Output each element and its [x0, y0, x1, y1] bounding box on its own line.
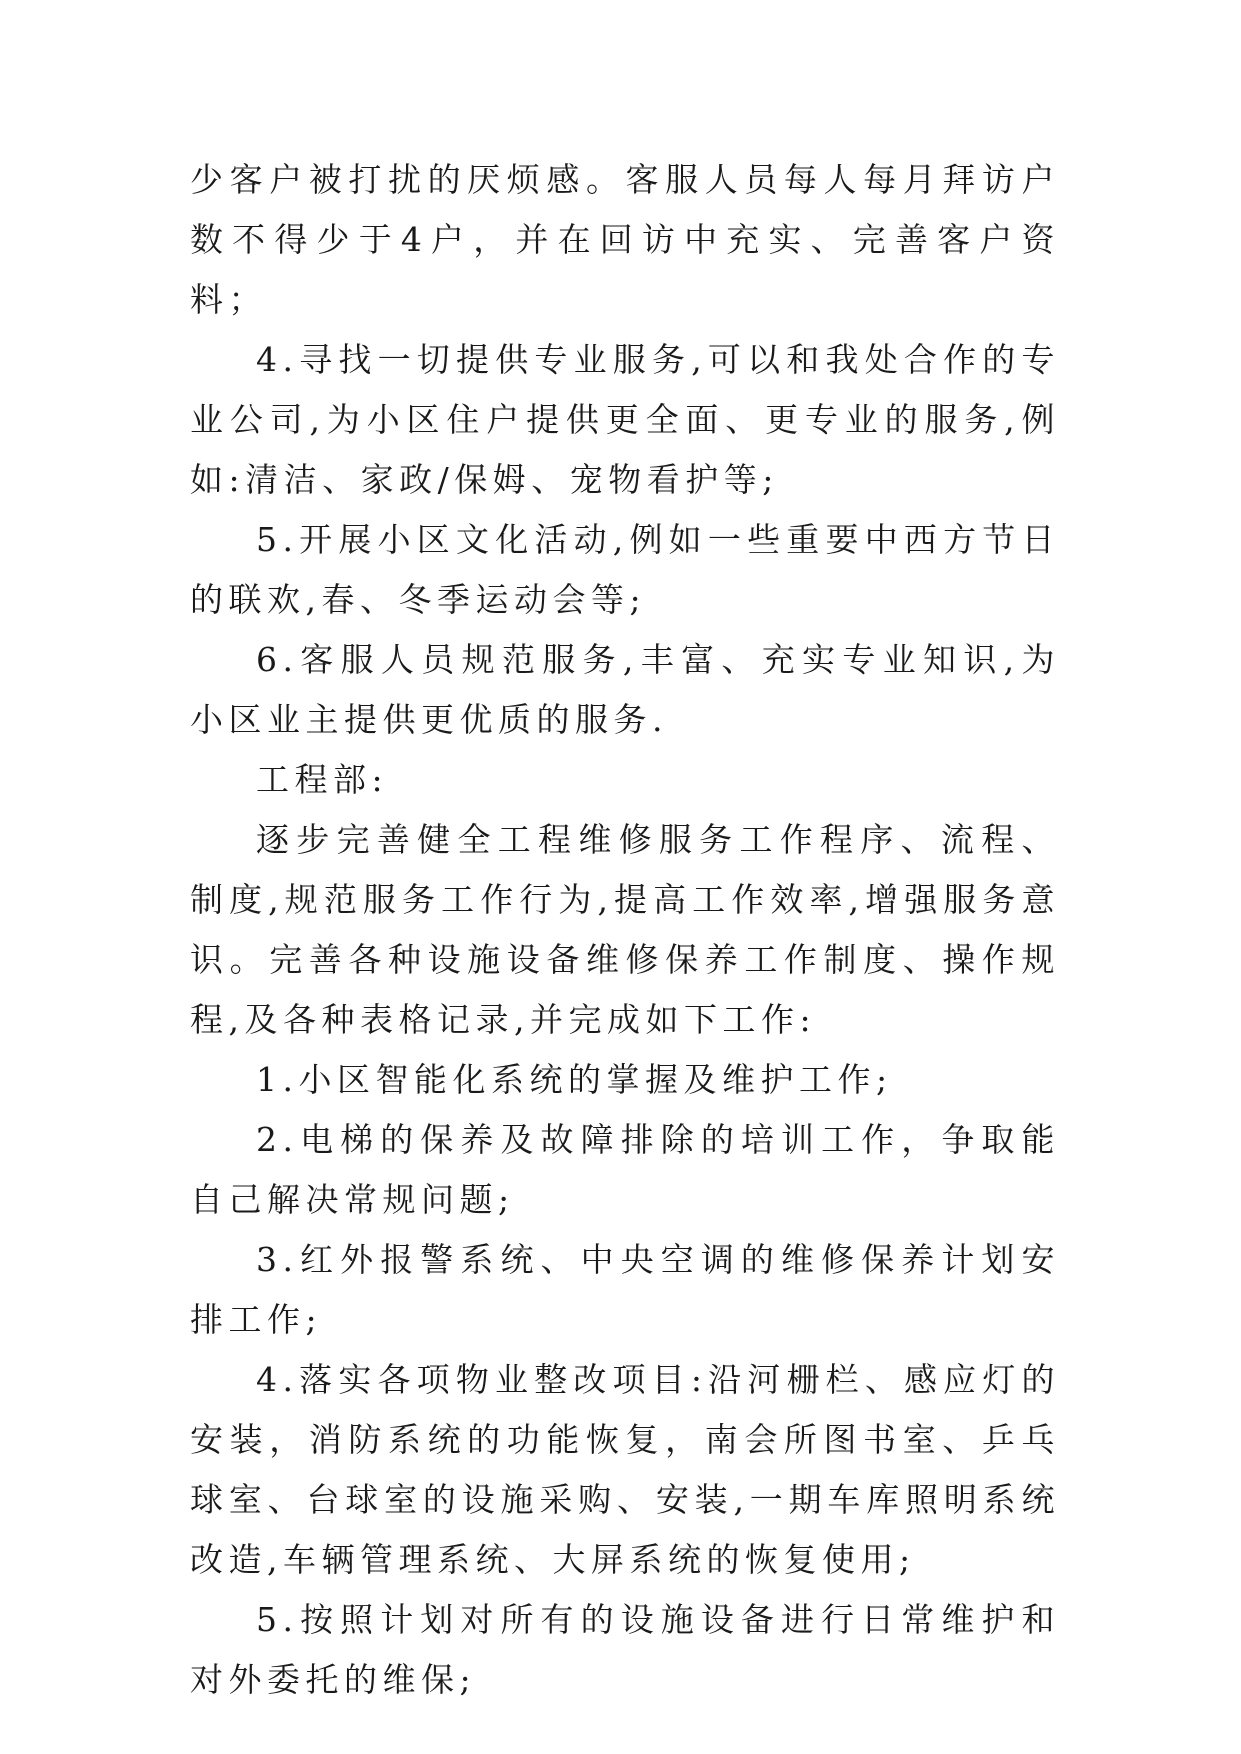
paragraph-eng-item-3: 3.红外报警系统、中央空调的维修保养计划安排工作; [190, 1240, 1060, 1339]
document-body [190, 150, 1060, 1710]
paragraph-item-6-service-standards: 6.客服人员规范服务,丰富、充实专业知识,为小区业主提供更优质的服务. [190, 640, 1060, 739]
paragraph-eng-item-2: 2.电梯的保养及故障排除的培训工作，争取能自己解决常规问题; [190, 1120, 1060, 1219]
section-heading-engineering: 工程部: [256, 760, 389, 799]
paragraph-engineering-intro: 逐步完善健全工程维修服务工作程序、流程、制度,规范服务工作行为,提高工作效率,增强服务意识。完善各种设施设备维修保养工作制度、操作规程,及各种表格记录,并完成如下工作: [190, 820, 1060, 1039]
paragraph-eng-item-4: 4.落实各项物业整改项目:沿河栅栏、感应灯的安装，消防系统的功能恢复，南会所图书室、乒乓球室、台球室的设施采购、安装,一期车库照明系统改造,车辆管理系统、大屏系统的恢复使用; [190, 1360, 1060, 1579]
paragraph-eng-item-1: 1.小区智能化系统的掌握及维护工作; [256, 1060, 893, 1099]
paragraph-item-4-professional-services: 4.寻找一切提供专业服务,可以和我处合作的专业公司,为小区住户提供更全面、更专业的服务,例如:清洁、家政/保姆、宠物看护等; [190, 340, 1060, 499]
paragraph-eng-item-5: 5.按照计划对所有的设施设备进行日常维护和对外委托的维保; [190, 1600, 1060, 1699]
paragraph-customer-visits: 少客户被打扰的厌烦感。客服人员每人每月拜访户数不得少于4户，并在回访中充实、完善客户资料； [190, 160, 1060, 319]
paragraph-item-5-cultural-activities: 5.开展小区文化活动,例如一些重要中西方节日的联欢,春、冬季运动会等; [190, 520, 1060, 619]
